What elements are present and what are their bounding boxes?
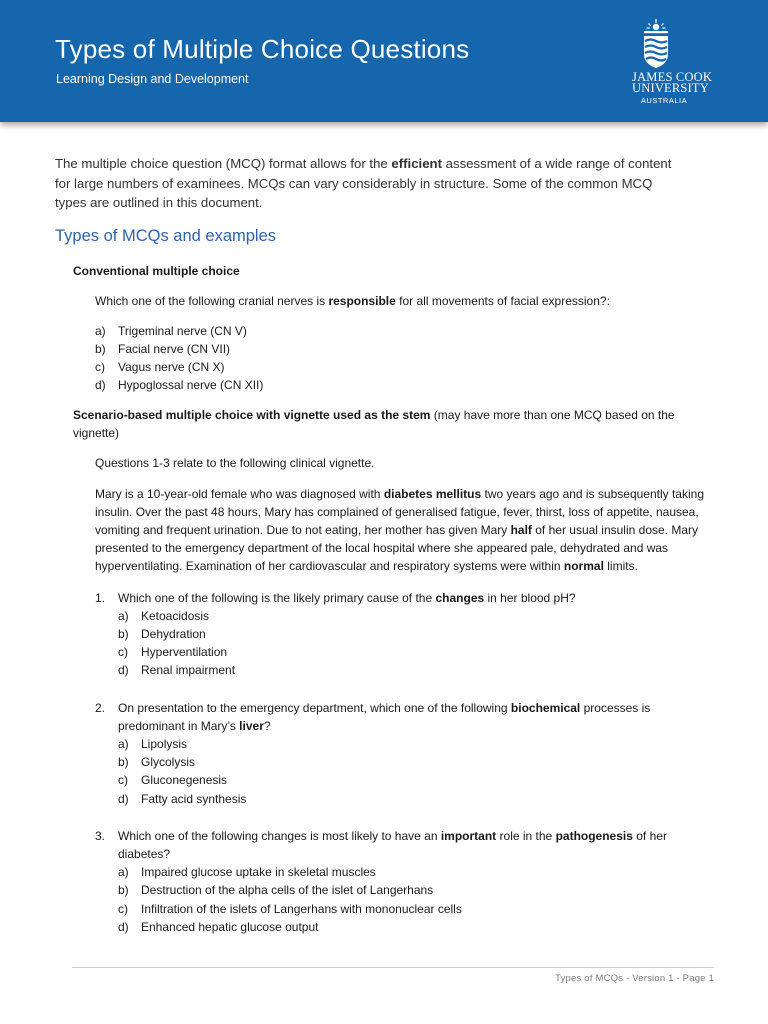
option-text: Glycolysis	[141, 755, 196, 770]
intro-paragraph	[55, 154, 675, 213]
intro-bold-text: efficient	[391, 156, 442, 171]
page-footer: Types of MCQs - Version 1 - Page 1	[555, 973, 714, 984]
option-item	[95, 376, 715, 394]
option-item	[118, 790, 713, 808]
question-bold: pathogenesis	[555, 828, 633, 843]
question-number: 3.	[95, 828, 106, 843]
question-bold: biochemical	[510, 700, 581, 715]
question-options	[118, 863, 713, 936]
option-text: Vagus nerve (CN X)	[118, 359, 225, 374]
university-logo	[632, 18, 716, 110]
option-text: Renal impairment	[141, 663, 236, 678]
question-bold: liver	[239, 718, 264, 733]
option-letter: c)	[118, 773, 128, 788]
option-letter: d)	[118, 919, 129, 934]
question-item	[95, 589, 715, 680]
scenario-heading-bold: Scenario-based multiple choice with vignette used as the stem	[73, 407, 431, 422]
vignette-text: Mary is a 10-year-old female who was diagnosed with	[95, 486, 384, 501]
option-item	[118, 643, 713, 661]
clinical-vignette	[95, 485, 705, 576]
option-letter: b)	[95, 341, 106, 356]
option-item	[95, 358, 715, 376]
option-text: Dehydration	[141, 626, 206, 641]
option-text: Trigeminal nerve (CN V)	[118, 323, 247, 338]
vignette-bold: half	[510, 522, 532, 537]
page-title: Types of Multiple Choice Questions	[55, 34, 470, 64]
question-options	[118, 607, 713, 680]
option-letter: b)	[118, 755, 129, 770]
option-item	[118, 735, 713, 753]
option-text: Lipolysis	[141, 736, 188, 751]
option-item	[118, 881, 713, 899]
footer-divider	[72, 967, 714, 968]
option-letter: c)	[118, 645, 128, 660]
question-body	[118, 827, 713, 936]
option-item	[118, 863, 713, 881]
question-text: of her diabetes?	[118, 828, 667, 861]
question-stem	[118, 827, 713, 863]
option-text: Enhanced hepatic glucose output	[141, 919, 319, 934]
option-letter: b)	[118, 883, 129, 898]
option-letter: d)	[95, 377, 106, 392]
option-item	[118, 900, 713, 918]
stem-bold-text: responsible	[328, 293, 396, 308]
question-text: role in the	[496, 828, 556, 843]
option-text: Fatty acid synthesis	[141, 791, 247, 806]
scenario-heading	[73, 406, 713, 442]
question-stem	[118, 699, 713, 735]
stem-text-1: Which one of the following cranial nerves is	[95, 293, 329, 308]
question-item	[95, 699, 715, 808]
option-letter: a)	[95, 323, 106, 338]
option-text: Ketoacidosis	[141, 608, 210, 623]
option-item	[118, 753, 713, 771]
intro-text-1: The multiple choice question (MCQ) format allows for the	[55, 156, 392, 171]
option-item	[95, 340, 715, 358]
question-list	[95, 589, 715, 936]
option-text: Hyperventilation	[141, 645, 228, 660]
option-letter: a)	[118, 736, 129, 751]
conventional-stem	[95, 292, 715, 310]
vignette-intro: Questions 1-3 relate to the following clinical vignette.	[95, 455, 375, 470]
option-item	[118, 771, 713, 789]
option-letter: c)	[118, 901, 128, 916]
page-subtitle: Learning Design and Development	[56, 72, 249, 86]
conventional-options	[95, 322, 715, 394]
option-text: Facial nerve (CN VII)	[118, 341, 231, 356]
vignette-bold: normal	[563, 559, 604, 574]
question-body	[118, 699, 713, 808]
vignette-text: of her usual insulin dose. Mary presented to the emergency department of the local hospital where she appeared pale, dehydrated and was hyperventilating. Examination of her cardiovascular and respiratory systems were within	[95, 522, 699, 574]
scenario-heading-note: (may have more than one MCQ based on the vignette)	[73, 407, 675, 440]
question-stem	[118, 589, 713, 607]
header-banner	[0, 0, 768, 122]
option-text: Infiltration of the islets of Langerhans with mononuclear cells	[141, 901, 462, 916]
question-bold: changes	[435, 590, 485, 605]
option-text: Hypoglossal nerve (CN XII)	[118, 377, 264, 392]
option-text: Impaired glucose uptake in skeletal muscles	[141, 865, 376, 880]
university-country: AUSTRALIA	[640, 96, 688, 105]
question-options	[118, 735, 713, 808]
option-letter: a)	[118, 865, 129, 880]
question-bold: important	[440, 828, 497, 843]
university-name-line2: UNIVERSITY	[632, 81, 709, 95]
question-item	[95, 827, 715, 936]
vignette-bold: diabetes mellitus	[383, 486, 482, 501]
question-number: 2.	[95, 700, 106, 715]
option-text: Destruction of the alpha cells of the islet of Langerhans	[141, 883, 434, 898]
section-heading: Types of MCQs and examples	[55, 226, 277, 245]
question-text: processes is predominant in Mary’s	[118, 700, 651, 733]
question-text: ?	[263, 718, 271, 733]
vignette-text: two years ago and is subsequently taking insulin. Over the past 48 hours, Mary has complained of generalised fatigue, fever, thirst, loss of appetite, nausea, vomiting and frequent urination. Due to not eating, her mother has given Mary	[95, 486, 704, 537]
question-text: On presentation to the emergency department, which one of the following	[118, 700, 511, 715]
question-body	[118, 589, 713, 680]
question-text: Which one of the following changes is most likely to have an	[118, 828, 441, 843]
conventional-heading: Conventional multiple choice	[73, 263, 240, 278]
option-letter: d)	[118, 663, 129, 678]
option-letter: a)	[118, 608, 129, 623]
question-text: in her blood pH?	[484, 590, 576, 605]
option-letter: d)	[118, 791, 129, 806]
jcu-shield-logo-icon	[640, 18, 672, 68]
university-name-line1: JAMES COOK	[632, 70, 713, 84]
option-letter: c)	[95, 359, 105, 374]
option-text: Gluconegenesis	[141, 773, 228, 788]
university-name	[632, 72, 716, 94]
option-item	[95, 322, 715, 340]
vignette-text: limits.	[603, 559, 638, 574]
option-item	[118, 918, 713, 936]
option-item	[118, 625, 713, 643]
question-text: Which one of the following is the likely primary cause of the	[118, 590, 436, 605]
option-item	[118, 607, 713, 625]
option-item	[118, 661, 713, 679]
option-letter: b)	[118, 626, 129, 641]
question-number: 1.	[95, 590, 106, 605]
intro-text-2: assessment of a wide range of content for large numbers of examinees. MCQs can vary considerably in structure. Some of the common MCQ types are outlined in this document.	[55, 156, 672, 210]
stem-text-2: for all movements of facial expression?:	[395, 293, 610, 308]
document-body	[55, 154, 715, 936]
